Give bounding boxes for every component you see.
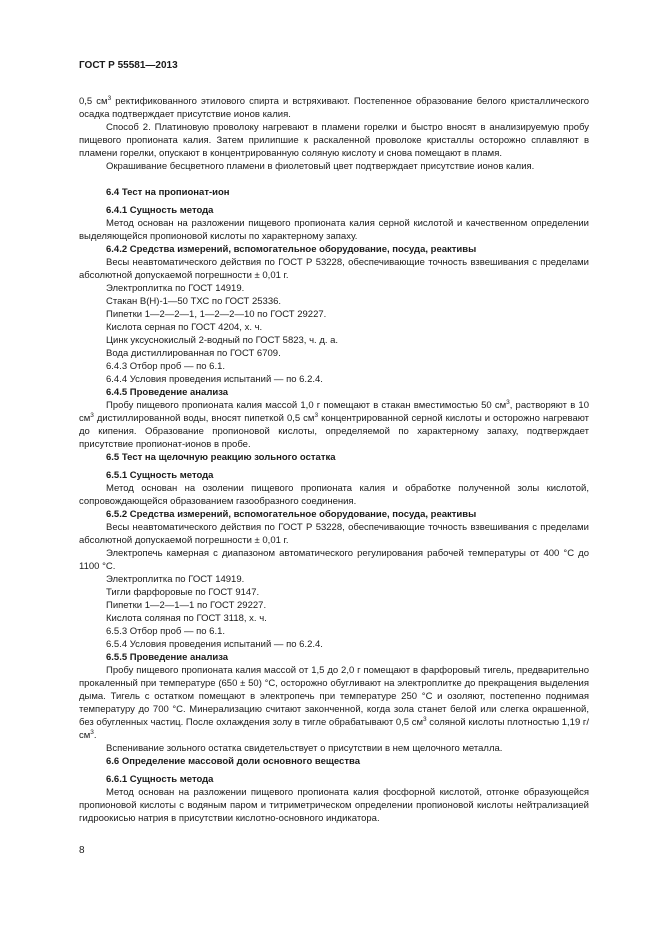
subsection-heading: 6.4.1 Сущность метода — [106, 205, 214, 216]
paragraph: Метод основан на разложении пищевого пропионата калия фосфорной кислотой, отгонке образующейся пропионовой кислоты с водяным паром и титриметрическом определении пропионовой кислоты нейтрализацией гидроокисью натрия в присутствии кислотно-основного индикатора. — [79, 787, 589, 824]
section-heading: 6.5 Тест на щелочную реакцию зольного остатка — [106, 452, 336, 463]
paragraph: Весы неавтоматического действия по ГОСТ Р 53228, обеспечивающие точность взвешивания с пределами абсолютной допускаемой погрешности ± 0,01 г. — [79, 257, 589, 281]
section-heading: 6.4 Тест на пропионат-ион — [106, 187, 230, 198]
paragraph: Окрашивание бесцветного пламени в фиолетовый цвет подтверждает присутствие ионов калия. — [106, 161, 535, 172]
paragraph: Электропечь камерная с диапазоном автоматического регулирования рабочей температуры от 400 °С до 1100 °С. — [79, 548, 589, 572]
subsection-heading: 6.4.2 Средства измерений, вспомогательное оборудование, посуда, реактивы — [106, 244, 477, 255]
list-item: Кислота соляная по ГОСТ 3118, х. ч. — [106, 613, 267, 624]
list-item: 6.5.4 Условия проведения испытаний — по 6.2.4. — [106, 639, 323, 650]
paragraph: Весы неавтоматического действия по ГОСТ Р 53228, обеспечивающие точность взвешивания с пределами абсолютной допускаемой погрешности ± 0,01 г. — [79, 522, 589, 546]
document-body — [79, 95, 589, 825]
paragraph: Вспенивание зольного остатка свидетельствует о присутствии в нем щелочного металла. — [106, 743, 503, 754]
subsection-heading: 6.5.5 Проведение анализа — [106, 652, 229, 663]
page-number: 8 — [79, 845, 85, 856]
list-item: Цинк уксуснокислый 2-водный по ГОСТ 5823, ч. д. а. — [106, 335, 339, 346]
list-item: Электроплитка по ГОСТ 14919. — [106, 574, 245, 585]
list-item: Пипетки 1—2—1—1 по ГОСТ 29227. — [106, 600, 267, 611]
list-item: Пипетки 1—2—2—1, 1—2—2—10 по ГОСТ 29227. — [106, 309, 327, 320]
paragraph: Метод основан на озолении пищевого пропионата калия и обработке полученной золы кислотой, сопровождающейся образованием газообразного соединения. — [79, 483, 589, 507]
subsection-heading: 6.4.5 Проведение анализа — [106, 387, 229, 398]
section-heading: 6.6 Определение массовой доли основного вещества — [106, 756, 360, 767]
list-item: Стакан В(Н)-1—50 ТХС по ГОСТ 25336. — [106, 296, 282, 307]
list-item: Вода дистиллированная по ГОСТ 6709. — [106, 348, 281, 359]
paragraph: Способ 2. Платиновую проволоку нагревают в пламени горелки и быстро вносят в анализируемую пробу пищевого пропионата калия. Затем прилипшие к раскаленной проволоке кристаллы осторожно сплавляют в пламени горелки, опускают в концентрированную соляную кислоту и снова помещают в пламя. — [79, 122, 589, 159]
paragraph: 0,5 $см^3$ ректификованного этилового спирта и встряхивают. Постепенное образование белого кристаллического осадка подтверждает присутствие ионов калия. — [79, 94, 589, 120]
list-item: 6.5.3 Отбор проб — по 6.1. — [106, 626, 226, 637]
list-item: Электроплитка по ГОСТ 14919. — [106, 283, 245, 294]
list-item: Кислота серная по ГОСТ 4204, х. ч. — [106, 322, 263, 333]
subsection-heading: 6.5.1 Сущность метода — [106, 470, 214, 481]
paragraph: Пробу пищевого пропионата калия массой 1,0 г помещают в стакан вместимостью 50 $см^3$, растворяют в 10 $см^3$ дистиллированной воды, вносят пипеткой 0,5 $см^3$ концентрированной серной кислоты и осторожно нагревают до кипения. Образование пропионовой кислоты, определяемой по характерному запаху, подтверждает присутствие пропионат-ионов в пробе. — [79, 398, 589, 450]
list-item: 6.4.3 Отбор проб — по 6.1. — [106, 361, 226, 372]
paragraph: Пробу пищевого пропионата калия массой от 1,5 до 2,0 г помещают в фарфоровый тигель, предварительно прокаленный при температуре (650 ± 50) °С, осторожно обугливают на электроплитке до прекращения выделения дыма. Тигель с остатком помещают в электропечь при температуре 250 °С и озоляют, постепенно поднимая температуру до 700 °С. Минерализацию считают законченной, когда зола станет белой или слегка окрашенной, без обугленных частиц. После охлаждения золу в тигле обрабатывают 0,5 $см^3$ соляной кислоты плотностью 1,19 $г/см^3$. — [79, 665, 589, 741]
list-item: 6.4.4 Условия проведения испытаний — по 6.2.4. — [106, 374, 323, 385]
subsection-heading: 6.6.1 Сущность метода — [106, 774, 214, 785]
list-item: Тигли фарфоровые по ГОСТ 9147. — [106, 587, 260, 598]
paragraph: Метод основан на разложении пищевого пропионата калия серной кислотой и качественном определении выделяющейся пропионовой кислоты по характерному запаху. — [79, 218, 589, 242]
subsection-heading: 6.5.2 Средства измерений, вспомогательное оборудование, посуда, реактивы — [106, 509, 477, 520]
doc-header: ГОСТ Р 55581—2013 — [79, 60, 178, 71]
